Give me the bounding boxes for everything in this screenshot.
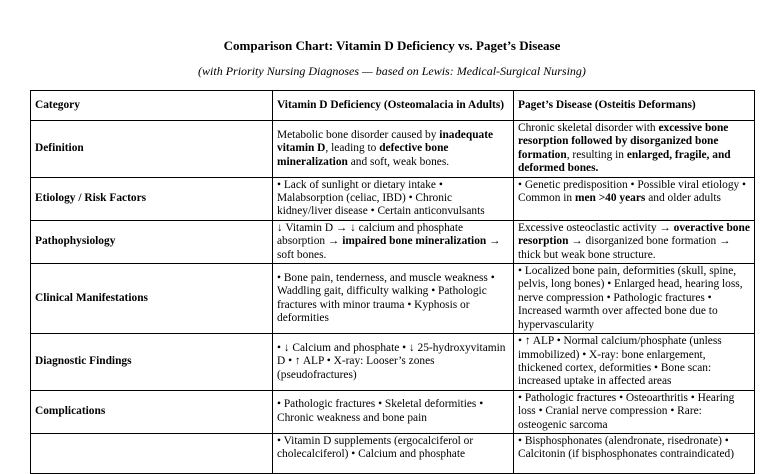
table-row-clinical bbox=[31, 264, 755, 334]
category-cell: Definition bbox=[31, 121, 273, 178]
category-cell: Complications bbox=[31, 390, 273, 433]
category-cell: Pathophysiology bbox=[31, 220, 273, 263]
table-row-etiology bbox=[31, 177, 755, 220]
table-row-diagnostic bbox=[31, 334, 755, 391]
vitd-cell: ↓ Vitamin D → ↓ calcium and phosphate absorption → impaired bone mineralization → soft bones. bbox=[273, 220, 514, 263]
vitd-cell: • Lack of sunlight or dietary intake • Malabsorption (celiac, IBD) • Chronic kidney/liver disease • Certain anticonvulsants bbox=[273, 177, 514, 220]
document-title: Comparison Chart: Vitamin D Deficiency vs. Paget’s Disease bbox=[223, 38, 561, 53]
category-cell: Clinical Manifestations bbox=[31, 264, 273, 334]
category-cell: Etiology / Risk Factors bbox=[31, 177, 273, 220]
vitd-cell: • ↓ Calcium and phosphate • ↓ 25-hydroxyvitamin D • ↑ ALP • X-ray: Looser’s zones (pseudofractures) bbox=[273, 334, 514, 391]
paget-cell: • Pathologic fractures • Osteoarthritis • Hearing loss • Cranial nerve compression • Rare: osteogenic sarcoma bbox=[514, 390, 755, 433]
vitd-cell: • Vitamin D supplements (ergocalciferol or cholecalciferol) • Calcium and phosphate bbox=[273, 433, 514, 473]
table-row-complications bbox=[31, 390, 755, 433]
paget-cell: • Bisphosphonates (alendronate, risedronate) • Calcitonin (if bisphosphonates contraindicated) bbox=[514, 433, 755, 473]
table-row-definition bbox=[31, 121, 755, 178]
header-paget: Paget’s Disease (Osteitis Deformans) bbox=[514, 91, 755, 121]
table-row-treatment bbox=[31, 433, 755, 473]
document-subtitle: (with Priority Nursing Diagnoses — based on Lewis: Medical-Surgical Nursing) bbox=[198, 64, 586, 78]
vitd-cell: • Bone pain, tenderness, and muscle weakness • Waddling gait, difficulty walking • Pathologic fractures with minor trauma • Kyphosis or deformities bbox=[273, 264, 514, 334]
vitd-cell: Metabolic bone disorder caused by inadequate vitamin D, leading to defective bone mineralization and soft, weak bones. bbox=[273, 121, 514, 178]
paget-cell: Excessive osteoclastic activity → overactive bone resorption → disorganized bone formation → thick but weak bone structure. bbox=[514, 220, 755, 263]
paget-cell: Chronic skeletal disorder with excessive bone resorption followed by disorganized bone formation, resulting in enlarged, fragile, and deformed bones. bbox=[514, 121, 755, 178]
paget-cell: • Genetic predisposition • Possible viral etiology • Common in men >40 years and older adults bbox=[514, 177, 755, 220]
comparison-table bbox=[30, 90, 755, 474]
table-row-pathophysiology bbox=[31, 220, 755, 263]
vitd-cell: • Pathologic fractures • Skeletal deformities • Chronic weakness and bone pain bbox=[273, 390, 514, 433]
paget-cell: • Localized bone pain, deformities (skull, spine, pelvis, long bones) • Enlarged head, hearing loss, nerve compression • Pathologic fractures • Increased warmth over affected bone due to hypervascularity bbox=[514, 264, 755, 334]
category-cell bbox=[31, 433, 273, 473]
header-category: Category bbox=[31, 91, 273, 121]
paget-cell: • ↑ ALP • Normal calcium/phosphate (unless immobilized) • X-ray: bone enlargement, thickened cortex, deformities • Bone scan: increased uptake in affected areas bbox=[514, 334, 755, 391]
header-row bbox=[31, 91, 755, 121]
header-vitamin-d: Vitamin D Deficiency (Osteomalacia in Adults) bbox=[273, 91, 514, 121]
category-cell: Diagnostic Findings bbox=[31, 334, 273, 391]
